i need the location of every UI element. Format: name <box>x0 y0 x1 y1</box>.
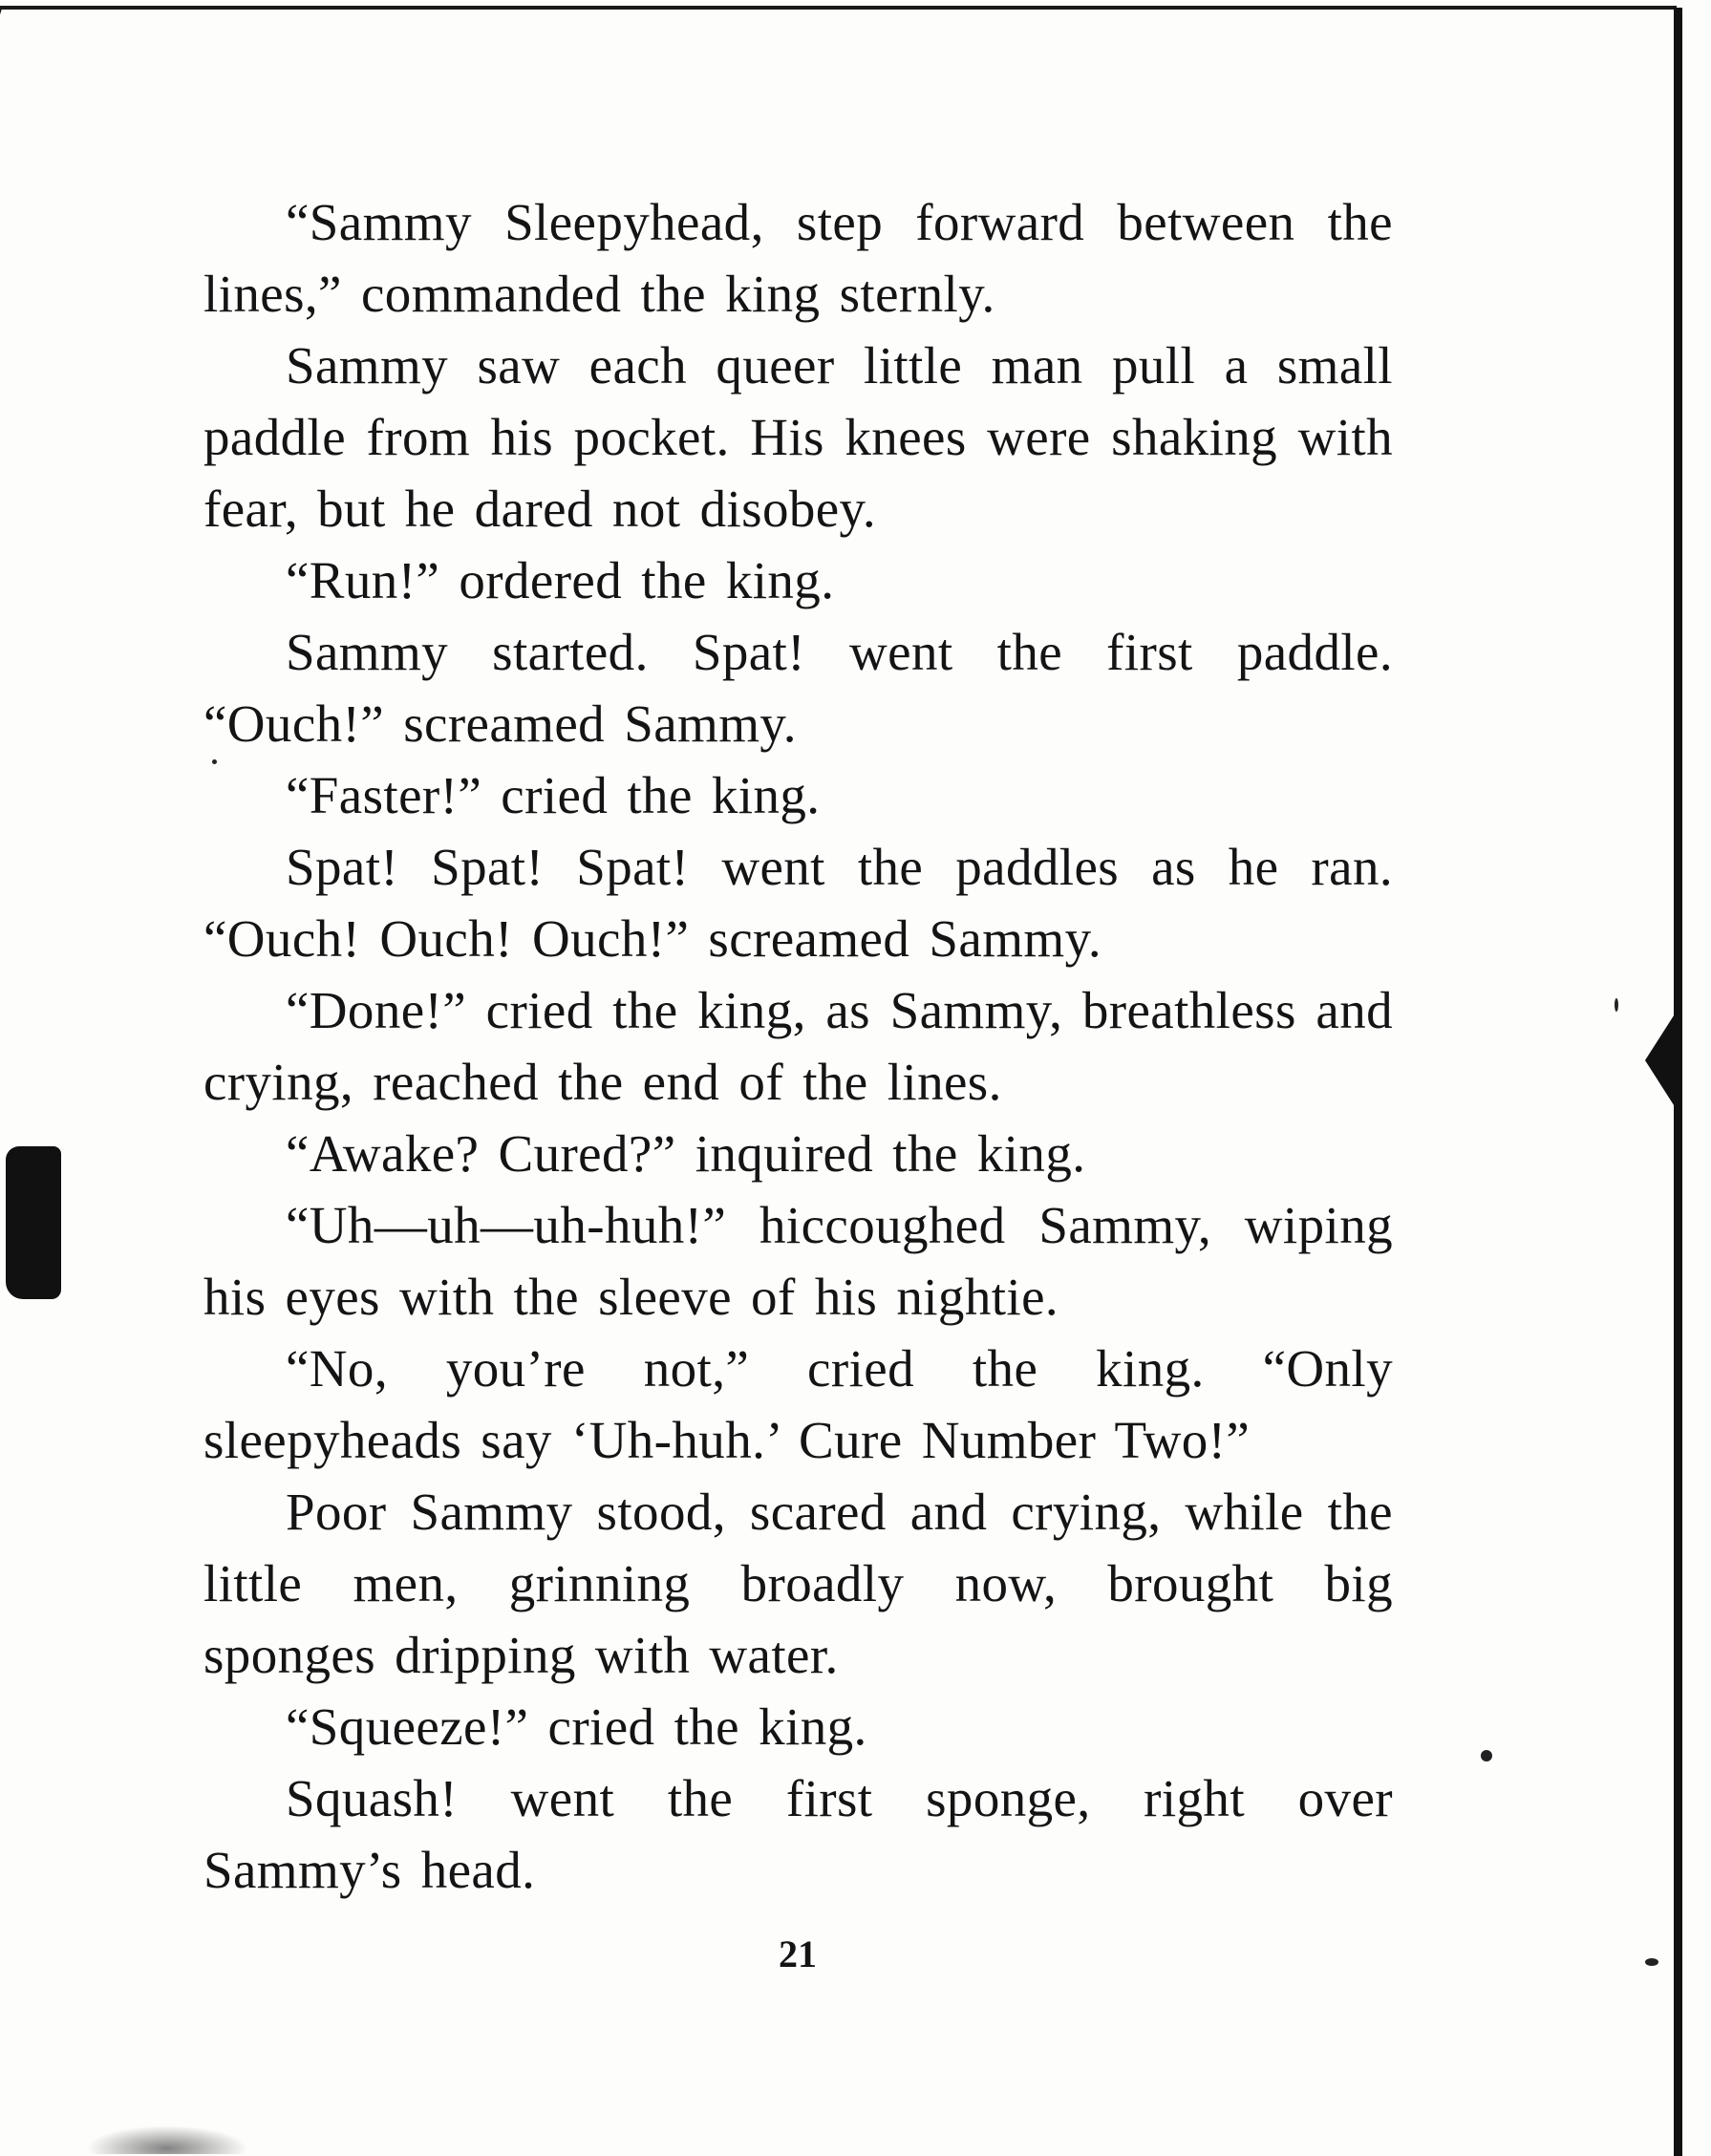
scan-edge-notch <box>1645 1013 1676 1108</box>
paragraph: “Run!” ordered the king. <box>286 551 835 609</box>
scan-speck <box>1645 1958 1658 1966</box>
paragraph: Squash! went the first sponge, right over Sammy’s head. <box>203 1769 1393 1899</box>
paragraph: “Faster!” cried the king. <box>286 766 821 824</box>
scan-edge-top <box>0 6 1677 10</box>
paragraph: “Sammy Sleepyhead, step forward between the lines,” commanded the king sternly. <box>203 193 1393 323</box>
scan-binding-mark <box>6 1146 61 1299</box>
story-text <box>203 186 1393 1906</box>
paragraph: “No, you’re not,” cried the king. “Only sleepyheads say ‘Uh-huh.’ Cure Number Two!” <box>203 1339 1393 1469</box>
paragraph: Sammy saw each queer little man pull a small paddle from his pocket. His knees were shaking with fear, but he dared not disobey. <box>203 336 1393 538</box>
paragraph: “Squeeze!” cried the king. <box>286 1697 867 1756</box>
paragraph: Sammy started. Spat! went the first paddle. “Ouch!” screamed Sammy. <box>203 623 1393 753</box>
page-number: 21 <box>779 1932 817 1975</box>
paragraph: Poor Sammy stood, scared and crying, while the little men, grinning broadly now, brought big sponges dripping with water. <box>203 1483 1393 1684</box>
paragraph: “Uh—uh—uh-huh!” hiccoughed Sammy, wiping his eyes with the sleeve of his nightie. <box>203 1196 1393 1326</box>
scan-corner-mark <box>0 6 16 21</box>
scan-speck <box>1615 998 1618 1012</box>
scan-smudge <box>86 2125 248 2154</box>
scan-speck <box>1481 1750 1492 1761</box>
paragraph: Spat! Spat! Spat! went the paddles as he ran. “Ouch! Ouch! Ouch!” screamed Sammy. <box>203 838 1393 968</box>
paragraph: “Awake? Cured?” inquired the king. <box>286 1124 1086 1183</box>
paragraph: “Done!” cried the king, as Sammy, breathless and crying, reached the end of the lines. <box>203 981 1393 1111</box>
